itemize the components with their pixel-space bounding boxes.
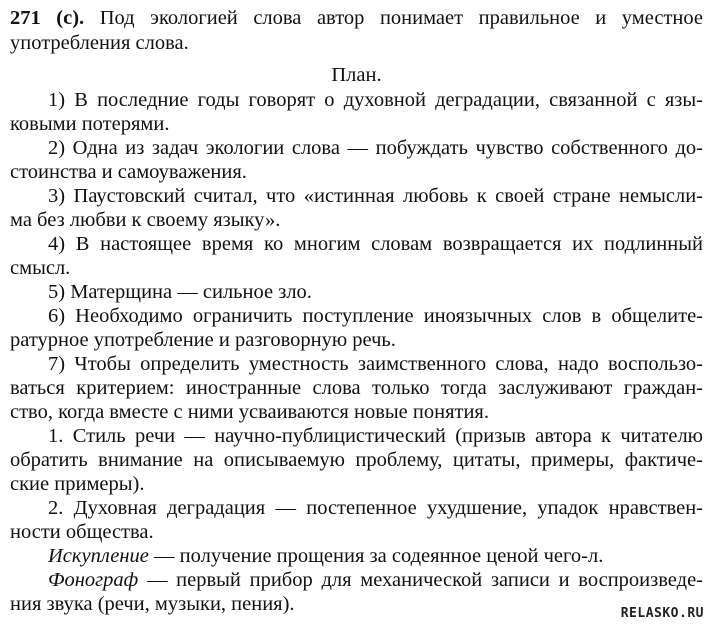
answer-1-line-1: 1. Стиль речи — научно-публицистический (призыв автора к читателю — [48, 425, 703, 447]
answer-1-line-2: обратить внимание на описываемую проблему, цитаты, примеры, фактиче- — [10, 449, 703, 471]
answer-2-line-1: 2. Духовная деградация — постепенное ухудшение, упадок нравствен- — [48, 497, 703, 519]
definition-1-term: Искупление — [48, 545, 149, 567]
plan-item-3-line-1: 3) Паустовский считал, что «истинная любовь к своей стране немысли- — [48, 185, 703, 207]
definition-2-line-1 — [10, 568, 703, 592]
plan-item-7-line-3: ство, когда вместе с ними усваиваются новые понятия. — [10, 401, 489, 423]
plan-item-2-line-2: стоинства и самоуважения. — [10, 161, 247, 183]
exercise-heading-line — [10, 6, 703, 30]
answer-2-line-2: ности общества. — [10, 521, 154, 543]
plan-item-1-line-2: ковыми потерями. — [10, 113, 170, 135]
exercise-intro: Под экологией слова автор понимает правильное и уместное — [99, 7, 703, 29]
definition-1-line — [10, 544, 703, 568]
exercise-intro-line-2: употребления слова. — [10, 32, 189, 54]
definition-2-term: Фонограф — [48, 569, 139, 591]
plan-item-1-line-1: 1) В последние годы говорят о духовной деградации, связанной с язы- — [48, 89, 703, 111]
definition-2-line-2: ния звука (речи, музыки, пения). — [10, 593, 295, 615]
plan-item-5-line-1: 5) Матерщина — сильное зло. — [48, 281, 312, 303]
definition-2-text: — первый прибор для механической записи и воспроизведе- — [146, 569, 703, 591]
plan-item-3-line-2: ма без любви к своему языку». — [10, 209, 281, 231]
plan-item-4-line-2: смысл. — [10, 257, 71, 279]
answer-1-line-3: ские примеры). — [10, 473, 145, 495]
plan-item-7-line-1: 7) Чтобы определить уместность заимственного слова, надо воспользо- — [48, 353, 703, 375]
definition-1-text: — получение прощения за содеянное ценой чего-л. — [154, 545, 604, 567]
plan-item-2-line-1: 2) Одна из задач экологии слова — побуждать чувство собственного до- — [48, 137, 703, 159]
site-watermark: RELASKO.RU — [620, 606, 704, 621]
plan-title: План. — [331, 64, 382, 86]
plan-item-4-line-1: 4) В настоящее время ко многим словам возвращается их подлинный — [48, 233, 703, 255]
plan-item-7-line-2: ваться критерием: иностранные слова только тогда заслуживают граждан- — [10, 377, 703, 399]
plan-item-6-line-1: 6) Необходимо ограничить поступление иноязычных слов в общелите- — [48, 305, 703, 327]
exercise-number: 271 (с). — [10, 7, 85, 29]
plan-item-6-line-2: ратурное употребление и разговорную речь. — [10, 329, 396, 351]
